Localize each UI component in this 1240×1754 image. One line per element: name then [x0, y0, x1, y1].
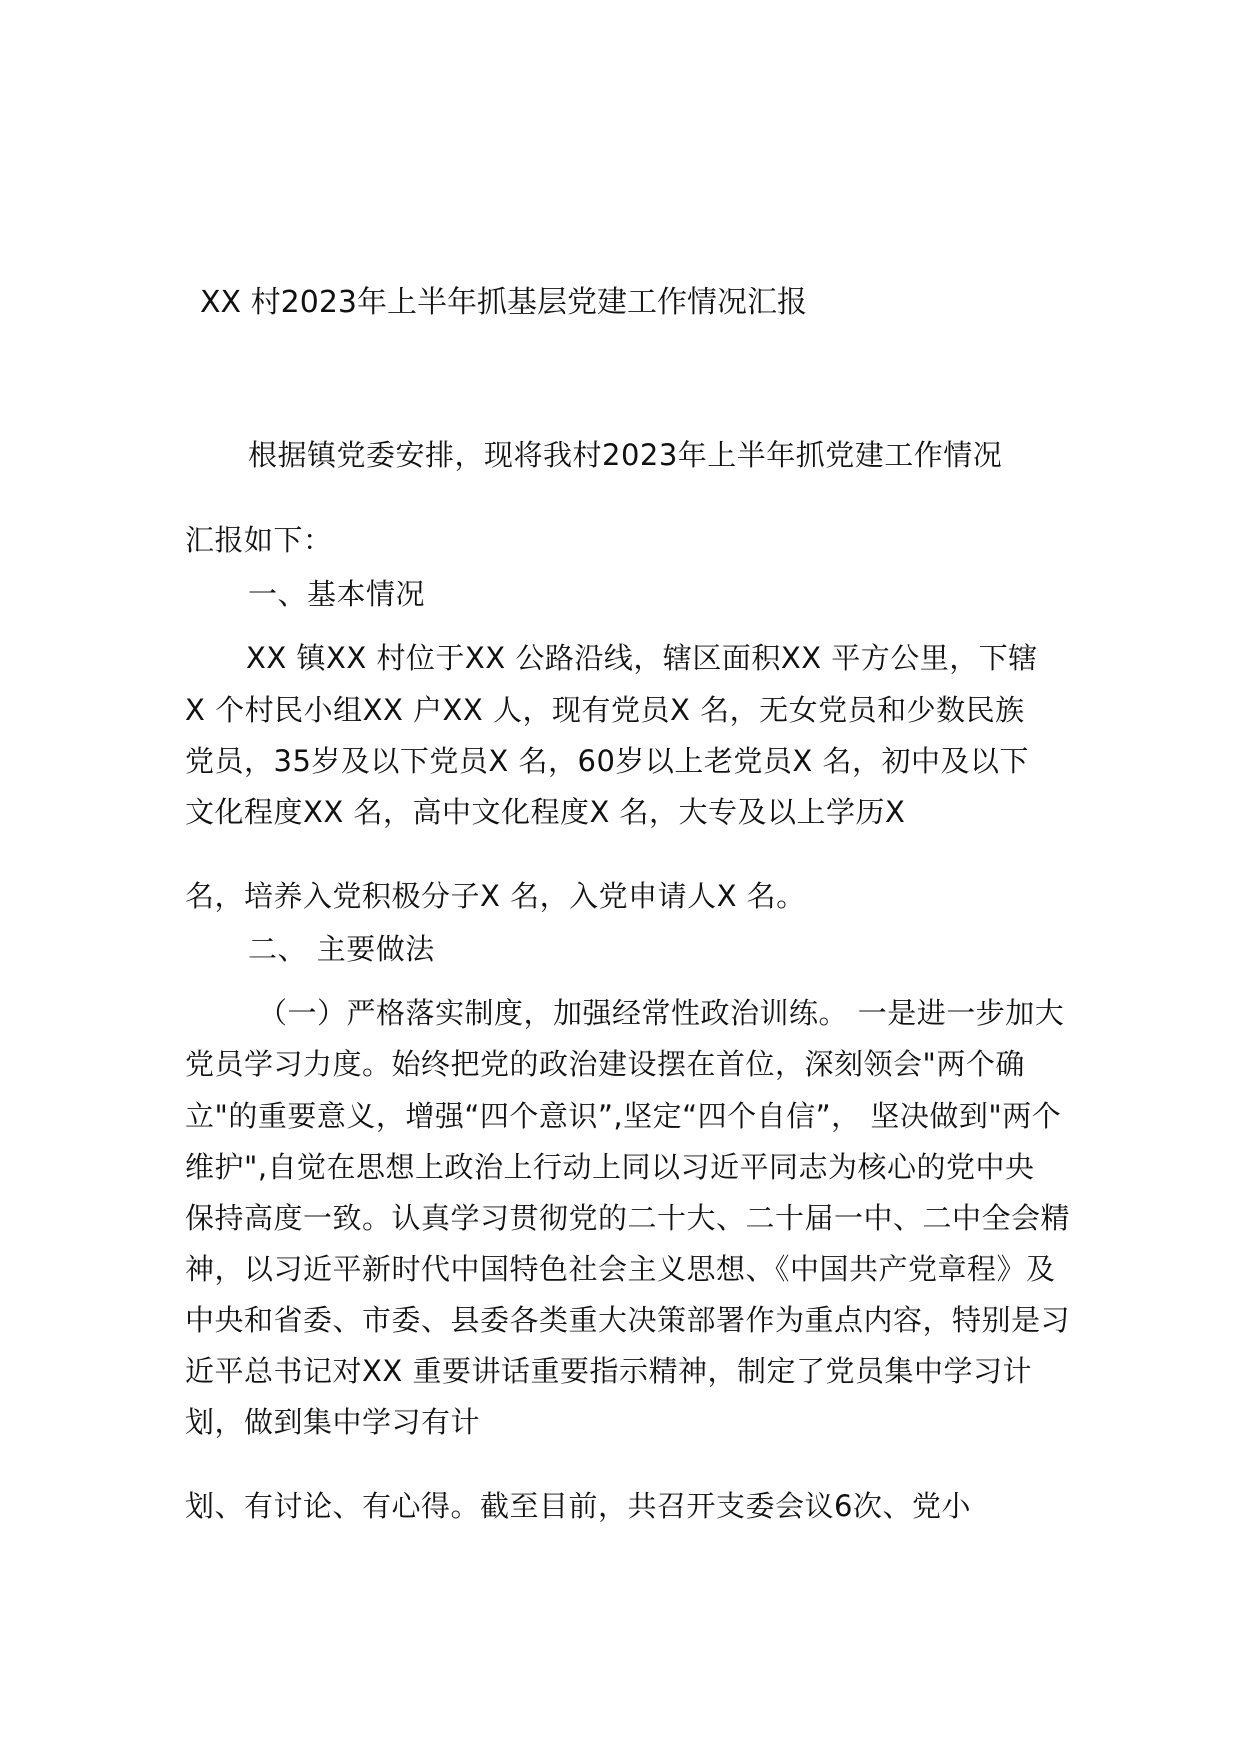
- basic-line-1: XX 镇XX 村位于XX 公路沿线，辖区面积XX 平方公里，下辖: [246, 641, 1038, 675]
- section-heading-basic: 一、基本情况: [248, 577, 426, 611]
- basic-line-3: 党员，35岁及以下党员X 名，60岁以上老党员X 名，初中及以下: [185, 744, 1029, 778]
- methods-line-1: （一）严格落实制度，加强经常性政治训练。 一是进一步加大: [258, 996, 1065, 1030]
- methods-line-9: 划，做到集中学习有计: [185, 1405, 481, 1439]
- basic-line-4: 文化程度XX 名，高中文化程度X 名，大专及以上学历X: [185, 795, 906, 829]
- intro-line-2: 汇报如下：: [185, 523, 333, 557]
- methods-line-4: 维护",自觉在思想上政治上行动上同以习近平同志为核心的党中央: [185, 1150, 1035, 1184]
- section-heading-methods: 二、 主要做法: [248, 932, 435, 966]
- methods-line-5: 保持高度一致。认真学习贯彻党的二十大、二十届一中、二中全会精: [185, 1201, 1071, 1235]
- methods-line-3: 立"的重要意义，增强“四个意识”,坚定“四个自信”， 坚决做到"两个: [185, 1099, 1062, 1133]
- methods-line-7: 中央和省委、市委、县委各类重大决策部署作为重点内容，特别是习: [185, 1303, 1071, 1337]
- methods-line-8: 近平总书记对XX 重要讲话重要指示精神，制定了党员集中学习计: [185, 1354, 1032, 1388]
- intro-line-1: 根据镇党委安排，现将我村2023年上半年抓党建工作情况: [248, 438, 1003, 472]
- methods-line-2: 党员学习力度。始终把党的政治建设摆在首位，深刻领会"两个确: [185, 1047, 1025, 1081]
- document-title: XX 村2023年上半年抓基层党建工作情况汇报: [200, 285, 807, 320]
- methods-line-10: 划、有讨论、有心得。截至目前，共召开支委会议6次、党小: [185, 1489, 971, 1523]
- methods-line-6: 神，以习近平新时代中国特色社会主义思想、《中国共产党章程》及: [185, 1252, 1056, 1286]
- basic-line-5: 名，培养入党积极分子X 名，入党申请人X 名。: [185, 879, 806, 913]
- basic-line-2: X 个村民小组XX 户XX 人，现有党员X 名，无女党员和少数民族: [185, 693, 1025, 727]
